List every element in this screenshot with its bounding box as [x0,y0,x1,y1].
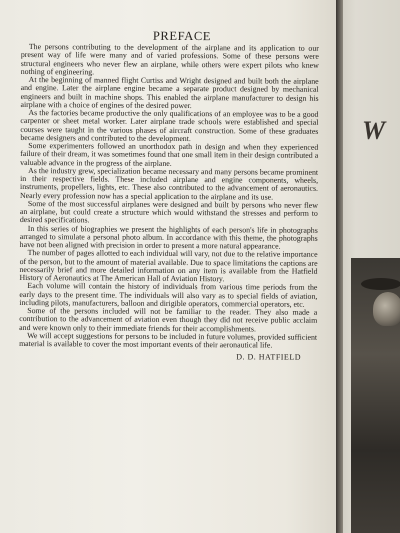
author-signature: D. D. HATFIELD [236,352,302,362]
preface-paragraph: Some experimenters followed an unorthodox path in design and when they experienced failure of their dream, it was sometimes found that one small item in their design contributed a valuable advance in the progress of the airplane. [20,141,319,168]
preface-paragraph: The persons contributing to the development of the airplane and its application to our present way of life were many and of varied professions. Some of these persons were structural engineers who never flew an airplane, while others were expert pilots who knew nothing of engineering. [20,42,319,77]
preface-paragraph: We will accept suggestions for persons to be included in future volumes, provided sufficient material is available to cover the most important events of their aeronautical life. [19,330,318,350]
facing-page-lettering: W [362,118,383,144]
photo-hat-shape [361,278,400,290]
preface-paragraph: In this series of biographies we present the highlights of each person's life in photographs arranged to simulate a personal photo album. In accordance with this theme, the photographs have not been aligned with precision in order to present a more natural appearance. [19,223,318,251]
facing-page [336,0,400,533]
preface-paragraph: As the factories became productive the only qualifications of an employee was to be a good carpenter or sheet metal worker. Later airplane trade schools were established and special courses were taught in the various phases of aircraft construction. Some of these graduates became designers and contributed to the development. [20,108,319,143]
preface-paragraph: The number of pages allotted to each individual will vary, not due to the relative importance of the person, but to the amount of material available. Due to space limitations the captions are necessarily brief and more detailed information on any item is available from the Hatfield History of Aeronautics at The American Hall of Aviation History. [19,248,318,284]
preface-paragraph: Some of the most successful airplanes were designed and built by persons who never flew an airplane, but could create a structure which would withstand the stresses and perform to desired specifications. [19,198,318,225]
preface-paragraph: Some of the persons included will not be familiar to the reader. They also made a contribution to the advancement of aviation even though they did not receive public acclaim and were known only to their immediate friends for their accomplishments. [19,306,318,333]
preface-paragraph: As the industry grew, specialization became necessary and many persons became prominent in their respective fields. These included airplane and engine components, wheels, instruments, propellers, lights, etc. These also contributed to the advancement of aeronautics. Nearly every profession now has a special application to the airplane and its use. [19,165,319,202]
preface-paragraph: Each volume will contain the history of individuals from various time periods from the early days to the present time. The individuals will also vary as to special fields of aviation, including pilots, manufacturers, balloon and dirigible operators, commercial operators, etc. [19,281,318,309]
page-title: PREFACE [152,28,212,44]
preface-text-block [19,29,319,362]
photo-portrait-shape [373,292,400,326]
facing-page-photo [351,258,400,533]
preface-paragraph: At the beginning of manned flight Curtiss and Wright designed and built both the airplane and engine. Later the airplane engine became a separate product designed by mechanical engineers and built in machine shops. This enabled the airplane manufacturer to design his airplane with a choice of engines of the desired power. [20,75,319,110]
book-gutter [336,0,343,533]
